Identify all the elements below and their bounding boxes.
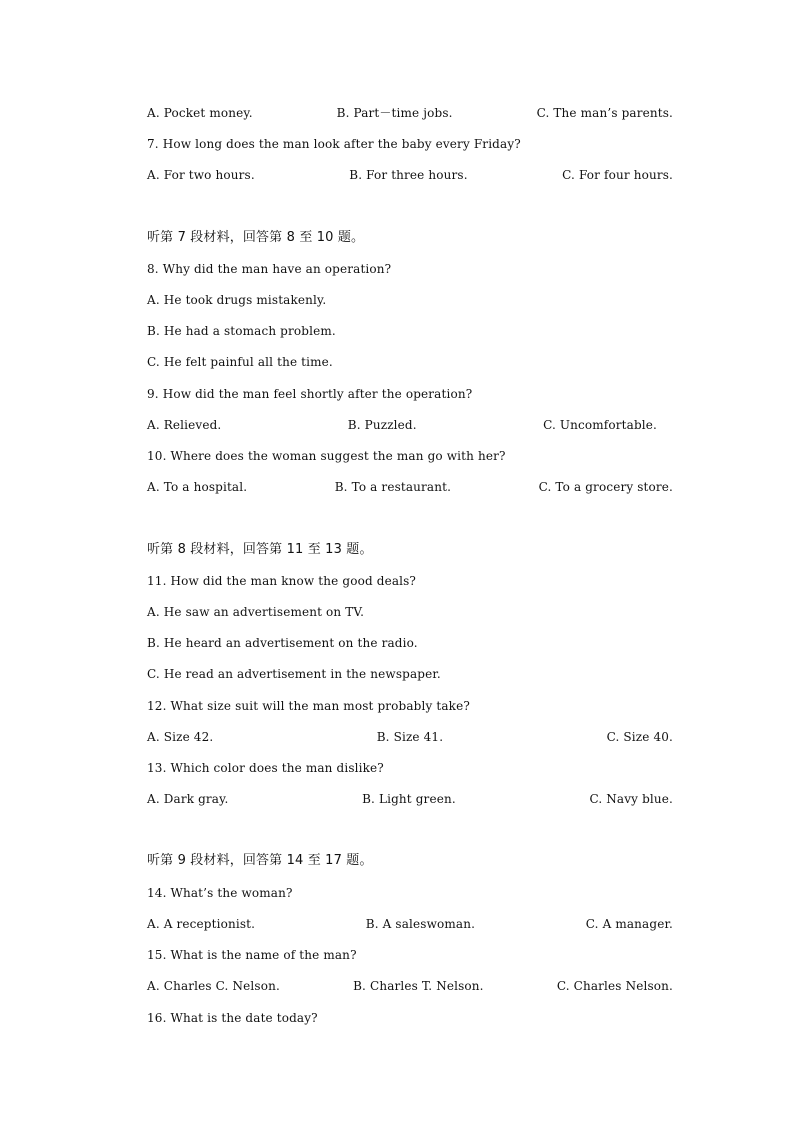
section-9-heading: 听第 9 段材料，回答第 14 至 17 题。 bbox=[147, 853, 373, 868]
option-a: A. Charles C. Nelson. bbox=[147, 979, 280, 993]
question-9: 9. How did the man feel shortly after the operation? bbox=[147, 387, 473, 401]
option-c: C. For four hours. bbox=[562, 168, 673, 182]
option-b: B. For three hours. bbox=[349, 168, 468, 182]
question-10-options bbox=[147, 478, 673, 496]
option-b: B. A saleswoman. bbox=[365, 917, 476, 931]
question-9-options bbox=[147, 416, 657, 434]
question-11: 11. How did the man know the good deals? bbox=[147, 574, 417, 588]
option-c: C. Size 40. bbox=[606, 730, 673, 744]
question-11-option-a: A. He saw an advertisement on TV. bbox=[147, 605, 365, 619]
question-14: 14. What’s the woman? bbox=[147, 886, 293, 900]
option-a: A. A receptionist. bbox=[147, 917, 256, 931]
option-b: B. Size 41. bbox=[376, 730, 444, 744]
option-c: C. To a grocery store. bbox=[538, 480, 673, 494]
option-c: C. Uncomfortable. bbox=[543, 418, 657, 432]
option-b: B. Puzzled. bbox=[347, 418, 417, 432]
option-b: B. To a restaurant. bbox=[334, 480, 452, 494]
question-8-option-c: C. He felt painful all the time. bbox=[147, 355, 333, 369]
section-8-heading: 听第 8 段材料，回答第 11 至 13 题。 bbox=[147, 542, 373, 557]
question-13-options bbox=[147, 790, 673, 808]
question-6-options bbox=[147, 104, 673, 122]
option-c: C. A manager. bbox=[585, 917, 673, 931]
option-a: A. Relieved. bbox=[147, 418, 222, 432]
question-11-option-c: C. He read an advertisement in the newspaper. bbox=[147, 667, 441, 681]
option-a: A. To a hospital. bbox=[147, 480, 248, 494]
option-a: A. Size 42. bbox=[147, 730, 214, 744]
option-c: C. Navy blue. bbox=[589, 792, 673, 806]
question-12: 12. What size suit will the man most probably take? bbox=[147, 699, 470, 713]
question-10: 10. Where does the woman suggest the man go with her? bbox=[147, 449, 506, 463]
question-15-options bbox=[147, 977, 673, 995]
question-7-options bbox=[147, 166, 673, 184]
option-b: B. Light green. bbox=[362, 792, 456, 806]
option-c: C. The man’s parents. bbox=[536, 106, 673, 120]
option-c: C. Charles Nelson. bbox=[556, 979, 673, 993]
option-b: B. Charles T. Nelson. bbox=[353, 979, 484, 993]
question-14-options bbox=[147, 915, 673, 933]
question-13: 13. Which color does the man dislike? bbox=[147, 761, 384, 775]
option-a: A. Pocket money. bbox=[147, 106, 253, 120]
section-7-heading: 听第 7 段材料，回答第 8 至 10 题。 bbox=[147, 230, 365, 245]
option-b: B. Part－time jobs. bbox=[336, 106, 453, 120]
option-a: A. For two hours. bbox=[147, 168, 255, 182]
question-8-option-a: A. He took drugs mistakenly. bbox=[147, 293, 327, 307]
option-a: A. Dark gray. bbox=[147, 792, 229, 806]
question-7: 7. How long does the man look after the baby every Friday? bbox=[147, 137, 521, 151]
question-8: 8. Why did the man have an operation? bbox=[147, 262, 392, 276]
question-8-option-b: B. He had a stomach problem. bbox=[147, 324, 336, 338]
question-11-option-b: B. He heard an advertisement on the radio. bbox=[147, 636, 418, 650]
question-16: 16. What is the date today? bbox=[147, 1011, 318, 1025]
question-15: 15. What is the name of the man? bbox=[147, 948, 357, 962]
question-12-options bbox=[147, 728, 673, 746]
